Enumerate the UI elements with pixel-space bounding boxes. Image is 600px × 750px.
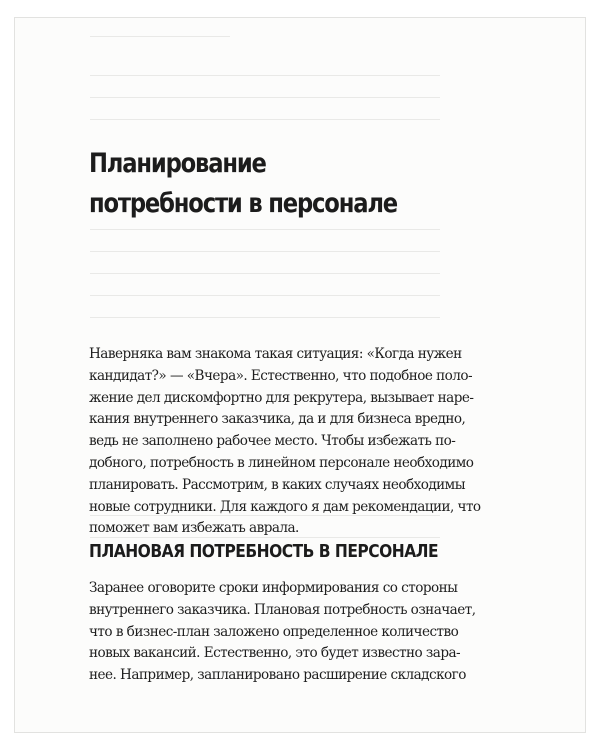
bleed-through-line [90, 273, 440, 274]
paragraph-line: добного, потребность в линейном персонале необходимо [89, 454, 474, 471]
bleed-through-header [90, 36, 230, 37]
paragraph-line: жение дел дискомфортно для рекрутера, вызывает наре- [89, 389, 474, 406]
bleed-through-line [90, 295, 440, 296]
paragraph-line: нее. Например, запланировано расширение складского [89, 667, 466, 684]
chapter-title-line: потребности в персонале [89, 188, 397, 219]
paragraph-line: новых вакансий. Естественно, это будет известно зара- [89, 645, 461, 662]
bleed-through-line [90, 317, 440, 318]
chapter-title [89, 144, 459, 224]
paragraph-line: кандидат?» — «Вчера». Естественно, что подобное поло- [89, 367, 473, 384]
paragraph-line: планировать. Рассмотрим, в каких случаях необходимы [89, 476, 465, 493]
bleed-through-line [90, 97, 440, 98]
section-paragraph [89, 578, 476, 687]
paragraph-line: кания внутреннего заказчика, да и для бизнеса вредно, [89, 411, 466, 428]
bleed-through-line [90, 75, 440, 76]
paragraph-line: Наверняка вам знакома такая ситуация: «Когда нужен [89, 346, 462, 362]
paragraph-line: Заранее оговорите сроки информирования со стороны [89, 580, 458, 596]
paragraph-line: что в бизнес-план заложено определенное количество [89, 623, 459, 640]
paragraph-line: внутреннего заказчика. Плановая потребность означает, [89, 601, 476, 618]
paragraph-line: ведь не заполнено рабочее место. Чтобы избежать по- [89, 433, 456, 450]
paragraph-line: новые сотрудники. Для каждого я дам рекомендации, что [89, 498, 481, 515]
intro-paragraph [89, 344, 481, 540]
bleed-through-line [90, 119, 440, 120]
bleed-through-line [90, 229, 440, 230]
section-title: ПЛАНОВАЯ ПОТРЕБНОСТЬ В ПЕРСОНАЛЕ [89, 541, 439, 562]
chapter-title-line: Планирование [89, 148, 266, 179]
paragraph-line: поможет вам избежать аврала. [89, 520, 299, 537]
bleed-through-line [90, 251, 440, 252]
